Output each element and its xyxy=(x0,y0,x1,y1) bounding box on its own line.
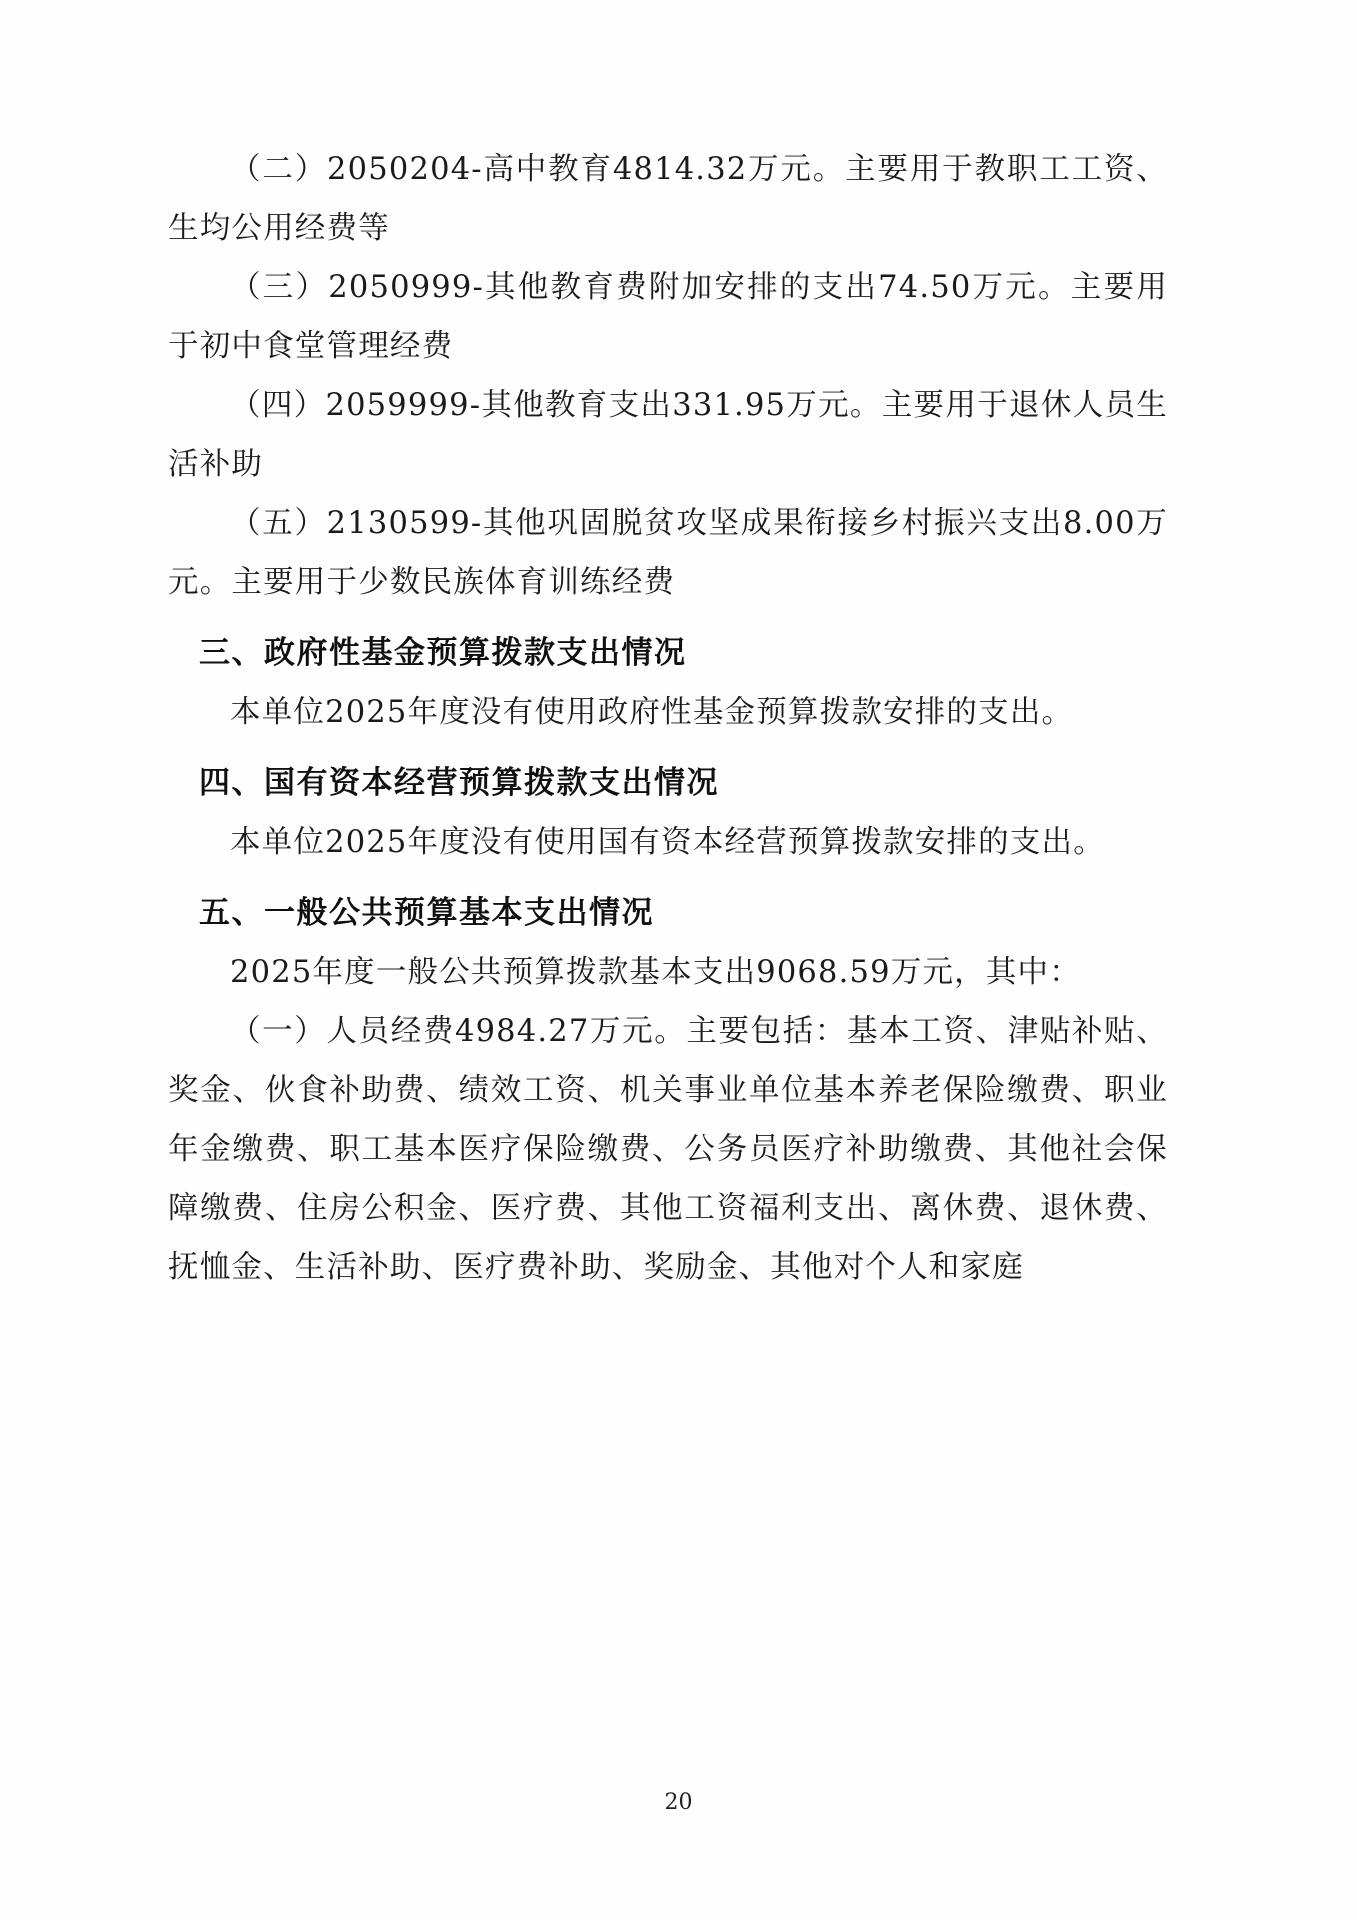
paragraph-item-5: （五）2130599-其他巩固脱贫攻坚成果衔接乡村振兴支出8.00万元。主要用于少数民族体育训练经费 xyxy=(168,506,1168,600)
paragraph-section-four-body: 本单位2025年度没有使用国有资本经营预算拨款安排的支出。 xyxy=(230,825,1105,860)
paragraph-item-4: （四）2059999-其他教育支出331.95万元。主要用于退休人员生活补助 xyxy=(168,388,1168,482)
paragraph-personnel-expense: （一）人员经费4984.27万元。主要包括：基本工资、津贴补贴、奖金、伙食补助费、绩效工资、机关事业单位基本养老保险缴费、职业年金缴费、职工基本医疗保险缴费、公务员医疗补助缴费、其他社会保障缴费、住房公积金、医疗费、其他工资福利支出、离休费、退休费、抚恤金、生活补助、医疗费补助、奖励金、其他对个人和家庭 xyxy=(168,1014,1168,1285)
spacer xyxy=(168,872,1168,884)
spacer xyxy=(168,742,1168,754)
paragraph-section-three-body: 本单位2025年度没有使用政府性基金预算拨款安排的支出。 xyxy=(230,695,1074,730)
page-number: 20 xyxy=(664,1790,693,1815)
heading-section-five: 五、一般公共预算基本支出情况 xyxy=(199,895,654,931)
paragraph-item-2: （二）2050204-高中教育4814.32万元。主要用于教职工工资、生均公用经费等 xyxy=(168,152,1168,246)
paragraph-item-3: （三）2050999-其他教育费附加安排的支出74.50万元。主要用于初中食堂管理经费 xyxy=(168,270,1168,364)
paragraph-section-five-body: 2025年度一般公共预算拨款基本支出9068.59万元，其中： xyxy=(230,955,1081,990)
document-body xyxy=(168,140,1168,1297)
spacer xyxy=(168,612,1168,624)
heading-section-four: 四、国有资本经营预算拨款支出情况 xyxy=(199,765,719,801)
heading-section-three: 三、政府性基金预算拨款支出情况 xyxy=(199,635,687,671)
